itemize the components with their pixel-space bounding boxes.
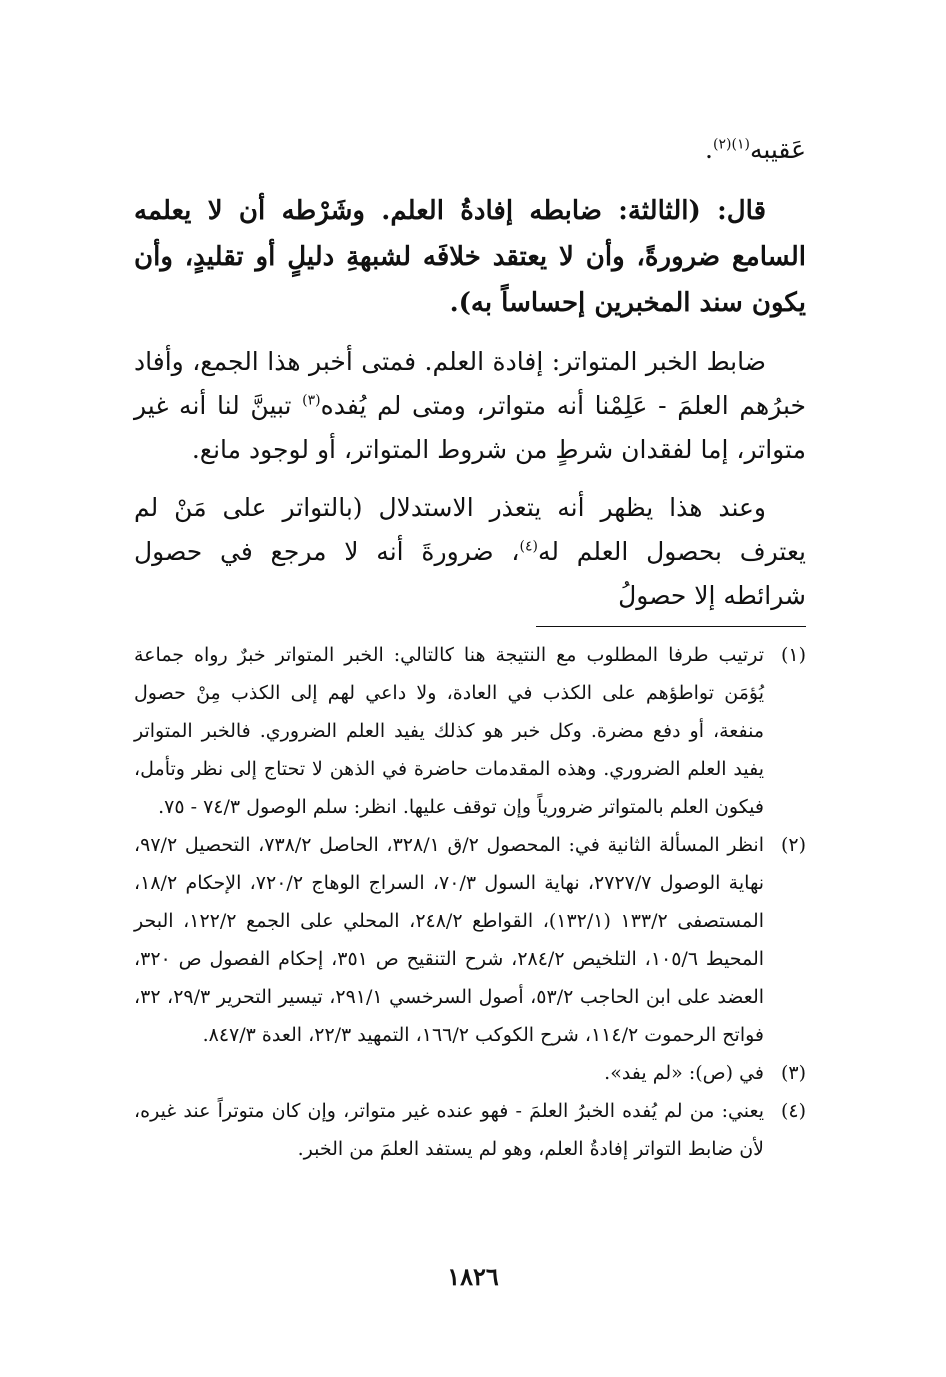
paragraph-1-part-a: ضابط الخبر المتواتر: إفادة العلم. فمتى أخبر هذا الجمع، وأفاد خبرُهم العلمَ - عَلِمْنا أنه متواتر، ومتى لم يُفده (134, 347, 806, 420)
footnote-number: (٣) (780, 1062, 806, 1084)
footnote (134, 1054, 806, 1092)
footnote-text: يعني: من لم يُفده الخبرُ العلمَ - فهو عنده غير متواتر، وإن كان متوتراً عند غيره، لأن ضابط التواتر إفادةُ العلم، وهو لم يستفد العلمَ من الخبر. (134, 1100, 764, 1160)
footnotes (134, 636, 806, 1168)
opening-end: . (705, 135, 713, 164)
footnote-number: (٢) (780, 834, 806, 856)
footnote (134, 826, 806, 1054)
footnote-text: ترتيب طرفا المطلوب مع النتيجة هنا كالتالي: الخبر المتواتر خبرٌ رواه جماعة يُؤمَن تواطؤهم على الكذب في العادة، ولا داعي لهم إلى الكذب مِنْ حصول منفعة، أو دفع مضرة. وكل خبر هو كذلك يفيد العلم الضروري. فالخبر المتواتر يفيد العلم الضروري. وهذه المقدمات حاضرة في الذهن لا تحتاج إلى نظر وتأمل، فيكون العلم بالمتواتر ضرورياً وإن توقف عليها. انظر: سلم الوصول ٧٤/٣ - ٧٥. (134, 644, 764, 818)
footnote-text: في (ص): «لم يفد». (604, 1062, 764, 1084)
footnote-ref-3: (٣) (302, 392, 321, 409)
footnote-ref-4: (٤) (519, 538, 538, 555)
paragraph-2-part-a: وعند هذا يظهر أنه يتعذر الاستدلال (بالتواتر على مَنْ لم يعترف بحصول العلم له (134, 493, 806, 566)
paragraph-1 (134, 340, 806, 472)
footnote-separator (536, 626, 806, 627)
paragraph-2-part-b: ، ضرورةَ أنه لا مرجع في حصول شرائطه إلا حصولُ (134, 537, 806, 610)
paragraph-1-part-b: تبينَّ لنا أنه غير متواتر، إما لفقدان شرطٍ من شروط المتواتر، أو لوجود مانع. (134, 391, 806, 464)
footnote-number: (٤) (780, 1100, 806, 1122)
paragraph-2 (134, 486, 806, 618)
footnote (134, 636, 806, 826)
quoted-rule: قال: (الثالثة: ضابطه إفادةُ العلم. وشَرْطه أن لا يعلمه السامع ضرورةً، وأن لا يعتقد خلافَه لشبهةِ دليلٍ أو تقليدٍ، وأن يكون سند المخبرين إحساساً به). (134, 196, 806, 318)
opening-word: عَقيبه (749, 135, 806, 164)
footnote (134, 1092, 806, 1168)
footnote-number: (١) (780, 644, 806, 666)
footnote-text: انظر المسألة الثانية في: المحصول ٢/ق ٣٢٨/١، الحاصل ٧٣٨/٢، التحصيل ٩٧/٢، نهاية الوصول ٢٧٢٧/٧، نهاية السول ٧٠/٣، السراج الوهاج ٧٢٠/٢، الإحكام ١٨/٢، المستصفى ١٣٣/٢ (١٣٢/١)، القواطع ٢٤٨/٢، المحلي على الجمع ١٢٢/٢، البحر المحيط ١٠٥/٦، التلخيص ٢٨٤/٢، شرح التنقيح ص ٣٥١، إحكام الفصول ص ٣٢٠، العضد على ابن الحاجب ٥٣/٢، أصول السرخسي ٢٩١/١، تيسير التحرير ٢٩/٣، ٣٢، فواتح الرحموت ١١٤/٢، شرح الكوكب ١٦٦/٢، التمهيد ٢٢/٣، العدة ٨٤٧/٣. (134, 834, 765, 1046)
page-number: ١٨٢٦ (447, 1262, 499, 1291)
main-text (134, 128, 806, 632)
footnote-ref-1-2: (١)(٢) (713, 136, 750, 153)
opening-line (134, 128, 806, 172)
